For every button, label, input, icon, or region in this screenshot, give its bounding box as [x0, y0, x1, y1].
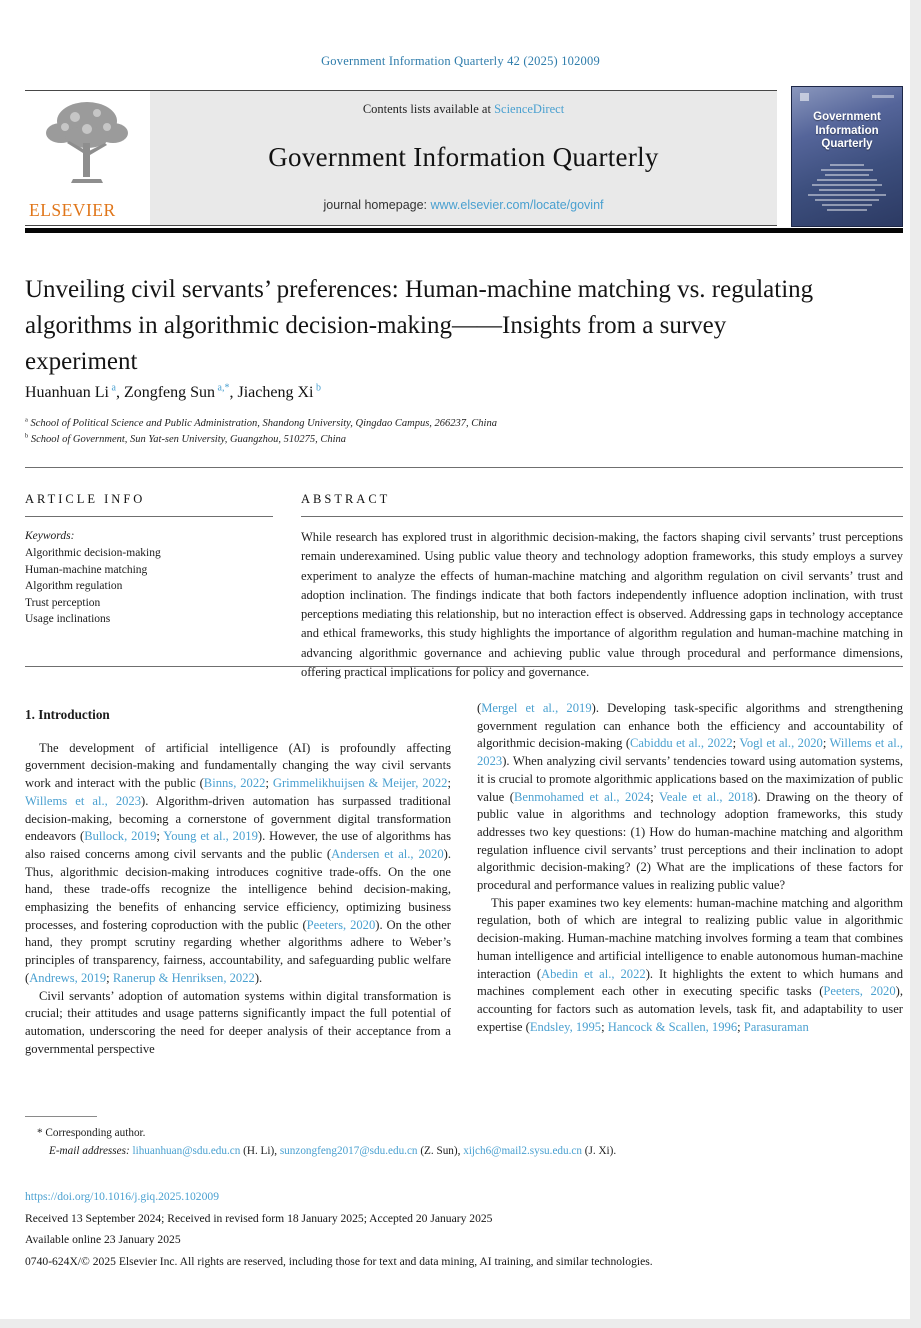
link[interactable]: lihuanhuan@sdu.edu.cn: [132, 1145, 241, 1157]
body-column-right: [477, 700, 903, 1058]
section-divider: [25, 666, 903, 667]
link[interactable]: ScienceDirect: [494, 102, 565, 116]
link[interactable]: Willems et al., 2023: [477, 736, 904, 769]
link[interactable]: Willems et al., 2023: [25, 793, 142, 808]
introduction-heading: 1. Introduction: [25, 707, 110, 722]
masthead-band: [25, 90, 777, 226]
link[interactable]: Cabiddu et al., 2022: [630, 736, 733, 751]
link[interactable]: Abedin et al., 2022: [541, 966, 646, 981]
link[interactable]: a,*: [215, 382, 230, 394]
link[interactable]: xijch6@mail2.sysu.edu.cn: [463, 1145, 582, 1157]
keywords-label: Keywords:: [25, 530, 75, 542]
affiliations: [25, 416, 497, 448]
link[interactable]: Hancock & Scallen, 1996: [607, 1019, 738, 1034]
cover-text-lines: [792, 164, 902, 211]
elsevier-logo: [25, 91, 150, 225]
masthead-center: [150, 91, 777, 225]
journal-citation-header: Government Information Quarterly 42 (2025) 102009: [321, 54, 600, 68]
link[interactable]: Mergel et al., 2019: [481, 701, 592, 715]
doi-link[interactable]: https://doi.org/10.1016/j.giq.2025.102009: [25, 1190, 219, 1203]
copyright-line: 0740-624X/© 2025 Elsevier Inc. All rights are reserved, including those for text and data mining, AI training, and similar technologies.: [25, 1254, 653, 1268]
link[interactable]: Young et al., 2019: [163, 829, 258, 844]
cover-top-marks: [798, 93, 896, 101]
elsevier-wordmark: ELSEVIER: [29, 200, 116, 220]
link[interactable]: Endsley, 1995: [529, 1019, 602, 1034]
keyword-item: Algorithmic decision-making: [25, 547, 161, 559]
journal-title: Government Information Quarterly: [268, 142, 659, 172]
abstract-heading: ABSTRACT: [301, 479, 903, 517]
link[interactable]: Binns, 2022: [203, 776, 266, 791]
link[interactable]: www.elsevier.com/locate/govinf: [430, 198, 604, 212]
link[interactable]: Benmohamed et al., 2024: [514, 789, 651, 804]
keyword-item: Usage inclinations: [25, 613, 111, 625]
link[interactable]: Vogl et al., 2020: [739, 736, 823, 751]
article-title: Unveiling civil servants’ preferences: Human-machine matching vs. regulating algorithms in algorithmic decision-making——Insights from a survey experiment: [25, 276, 814, 375]
body-column-left: [25, 700, 451, 1058]
affiliation-line: $^b$ School of Government, Sun Yat-sen University, Guangzhou, 510275, China: [25, 432, 347, 445]
journal-homepage-line: journal homepage: www.elsevier.com/locate/govinf: [323, 198, 604, 212]
footnote-block: [25, 1116, 665, 1160]
link[interactable]: Andersen et al., 2020: [331, 846, 444, 861]
link[interactable]: Andrews, 2019: [29, 970, 107, 985]
section-divider: [25, 467, 903, 468]
link[interactable]: a: [108, 382, 116, 394]
article-body: [25, 700, 903, 1058]
masthead: [25, 90, 903, 226]
publication-footer: [25, 1186, 893, 1272]
body-paragraph: The development of artificial intelligence (AI) is profoundly affecting government decision-making and fundamentally changing the way civil servants work and interact with the public (Binns, 2022; Grimmelikhuijsen & Meijer, 2022; Willems et al., 2023). Algorithm-driven automation has surpassed traditional decision-making, becoming a cornerstone of government digital transformation endeavors (Bullock, 2019; Young et al., 2019). However, the use of algorithms has also raised concerns among civil servants and the public (Andersen et al., 2020). Thus, algorithmic decision-making introduces cognitive trade-offs. On the one hand, these trade-offs recognize the intelligence behind decision-making, emphasizing the benefits of enhancing service efficiency, optimizing business processes, and fostering coproduction with the public (Peeters, 2020). On the other hand, they prompt scrutiny regarding whether algorithms adhere to Weber’s principles of transparency, fairness, accountability, and safeguarding public welfare (Andrews, 2019; Ranerup & Henriksen, 2022).: [25, 740, 451, 985]
affiliation-line: $^a$ School of Political Science and Public Administration, Shandong University, Qingdao Campus, 266237, China: [25, 416, 497, 429]
link[interactable]: sunzongfeng2017@sdu.edu.cn: [279, 1145, 418, 1157]
footnote-divider: [25, 1116, 97, 1117]
masthead-divider: [25, 228, 903, 233]
available-online: Available online 23 January 2025: [25, 1233, 181, 1246]
link[interactable]: Peeters, 2020: [823, 984, 896, 999]
elsevier-tree-icon: [35, 95, 139, 195]
article-info-heading: ARTICLE INFO: [25, 479, 273, 517]
article-info-column: [25, 479, 273, 682]
author-line: Huanhuan Li $^a$, Zongfeng Sun $^{a,*}$, Jiacheng Xi $^b$: [25, 382, 321, 401]
journal-cover-thumbnail[interactable]: [791, 86, 903, 227]
link[interactable]: b: [313, 382, 321, 394]
contents-line: Contents lists available at ScienceDirect: [362, 102, 565, 116]
link[interactable]: Bullock, 2019: [84, 829, 157, 844]
abstract-column: [301, 479, 903, 682]
received-dates: Received 13 September 2024; Received in revised form 18 January 2025; Accepted 20 January 2025: [25, 1211, 493, 1225]
cover-title: Government Information Quarterly: [813, 111, 881, 150]
email-addresses-line: E-mail addresses: lihuanhuan@sdu.edu.cn (H. Li), sunzongfeng2017@sdu.edu.cn (Z. Sun), xijch6@mail2.sysu.edu.cn (J. Xi).: [49, 1145, 617, 1157]
keyword-item: Trust perception: [25, 596, 101, 609]
abstract-text: While research has explored trust in algorithmic decision-making, the factors shaping civil servants’ trust perceptions remain underexamined. Using public value theory and technology adoption frameworks, this study employs a survey experiment to analyze the effects of human-machine matching and algorithm regulation on civil servants’ trust and adoption inclination. The findings indicate that both factors independently influence adoption inclination, with trust perceptions mediating this relationship, but no interaction effect is observed. Addressing gaps in technology acceptance and ethical frameworks, this study highlights the importance of algorithm regulation and human-machine matching in advancing algorithmic governance and achieving public value through procedural and performance dimensions, offering practical implications for policy and governance.: [301, 530, 903, 680]
link[interactable]: Ranerup & Henriksen, 2022: [112, 970, 255, 985]
keyword-item: Human-machine matching: [25, 563, 148, 576]
keyword-item: Algorithm regulation: [25, 580, 123, 592]
body-paragraph: This paper examines two key elements: human-machine matching and algorithm regulation, both of which are integral to realizing public value in algorithmic decision-making. Human-machine matching involves forming a team that combines human intelligence and artificial intelligence to enable autonomous human-machine interaction (Abedin et al., 2022). It highlights the extent to which humans and machines complement each other in executing specific tasks (Peeters, 2020), accounting for factors such as automation levels, task fit, and adaptability to user expertise (Endsley, 1995; Hancock & Scallen, 1996; Parasuraman: [477, 895, 904, 1034]
info-abstract-section: [25, 479, 903, 682]
body-paragraph: (Mergel et al., 2019). Developing task-specific algorithms and strengthening government regulation can enhance both the efficiency and accountability of algorithmic decision-making (Cabiddu et al., 2022; Vogl et al., 2020; Willems et al., 2023). When analyzing civil servants’ tendencies toward using automation systems, it is crucial to promote algorithmic applications based on the maximization of public value (Benmohamed et al., 2024; Veale et al., 2018). Drawing on the theory of public value in algorithms and technology adoption frameworks, this study addresses two key questions: (1) How do human-machine matching and algorithm regulation influence civil servants’ trust perceptions and their inclination to adopt algorithmic decision-making? (2) What are the implications of these factors for procedural and performance values in realizing public value?: [477, 701, 904, 893]
link[interactable]: Parasuraman: [743, 1019, 809, 1034]
body-paragraph: Civil servants’ adoption of automation systems within digital transformation is crucial; their attitudes and usage patterns significantly impact the full potential of automation, underscoring the need for deeper analysis of their acceptance from a governmental perspective: [25, 988, 451, 1056]
link[interactable]: Veale et al., 2018: [659, 789, 754, 804]
link[interactable]: Peeters, 2020: [306, 917, 376, 932]
link[interactable]: Grimmelikhuijsen & Meijer, 2022: [272, 776, 448, 791]
corresponding-author-note: * Corresponding author.: [37, 1127, 146, 1139]
